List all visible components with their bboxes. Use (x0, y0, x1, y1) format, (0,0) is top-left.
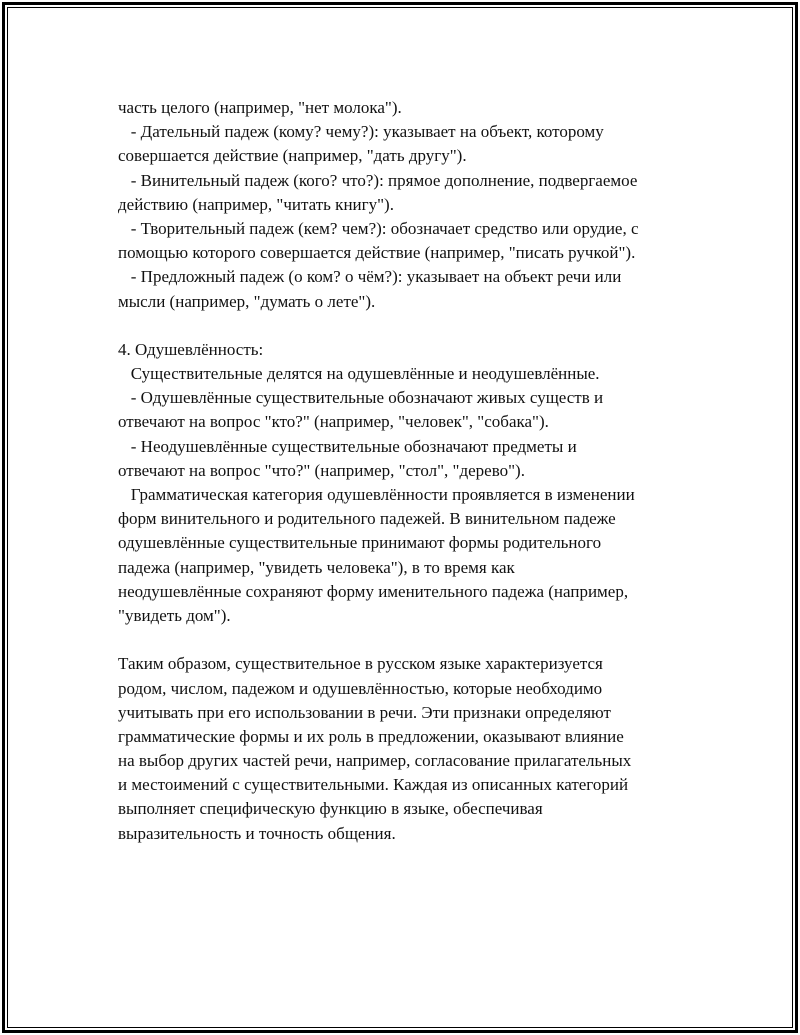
text-line: - Неодушевлённые существительные обозначают предметы и (118, 436, 577, 456)
text-line: отвечают на вопрос "что?" (например, "стол", "дерево"). (118, 460, 525, 480)
paragraph-gap (118, 314, 688, 338)
text-line: падежа (например, "увидеть человека"), в то время как (118, 557, 515, 577)
text-line: - Творительный падеж (кем? чем?): обозначает средство или орудие, с (118, 218, 639, 238)
text-line: - Винительный падеж (кого? что?): прямое дополнение, подвергаемое (118, 170, 638, 190)
text-line: неодушевлённые сохраняют форму именительного падежа (например, (118, 581, 629, 601)
text-line: - Одушевлённые существительные обозначают живых существ и (118, 388, 604, 408)
section-heading: 4. Одушевлённость: (118, 339, 264, 359)
text-line: действию (например, "читать книгу"). (118, 194, 394, 214)
conclusion-paragraph (118, 652, 688, 846)
text-line: совершается действие (например, "дать другу"). (118, 146, 467, 166)
text-line: Грамматическая категория одушевлённости проявляется в изменении (118, 485, 635, 504)
text-line: на выбор других частей речи, например, согласование прилагательных (118, 751, 632, 771)
page-border (2, 2, 798, 1033)
cases-continuation-block (118, 96, 688, 314)
text-line: отвечают на вопрос "кто?" (например, "человек", "собака"). (118, 412, 549, 432)
text-line: мысли (например, "думать о лете"). (118, 291, 376, 311)
text-line: - Дательный падеж (кому? чему?): указывает на объект, которому (118, 122, 604, 142)
text-line: форм винительного и родительного падежей. В винительном падеже (118, 509, 616, 529)
paragraph-gap (118, 628, 688, 652)
text-line: часть целого (например, "нет молока"). (118, 98, 402, 117)
document-body (118, 96, 688, 846)
text-line: "увидеть дом"). (118, 605, 231, 625)
text-line: родом, числом, падежом и одушевлённостью, которые необходимо (118, 678, 603, 698)
text-line: одушевлённые существительные принимают формы родительного (118, 533, 602, 553)
text-line: помощью которого совершается действие (например, "писать ручкой"). (118, 243, 636, 263)
text-line: грамматические формы и их роль в предложении, оказывают влияние (118, 726, 624, 746)
text-line: Существительные делятся на одушевлённые и неодушевлённые. (118, 364, 600, 384)
text-line: - Предложный падеж (о ком? о чём?): указывает на объект речи или (118, 267, 622, 287)
text-line: выразительность и точность общения. (118, 823, 396, 843)
text-line: учитывать при его использовании в речи. Эти признаки определяют (118, 702, 611, 722)
text-line: и местоимений с существительными. Каждая из описанных категорий (118, 775, 629, 795)
text-line: Таким образом, существительное в русском языке характеризуется (118, 654, 603, 674)
text-line: выполняет специфическую функцию в языке, обеспечивая (118, 799, 543, 819)
animacy-section (118, 338, 688, 628)
